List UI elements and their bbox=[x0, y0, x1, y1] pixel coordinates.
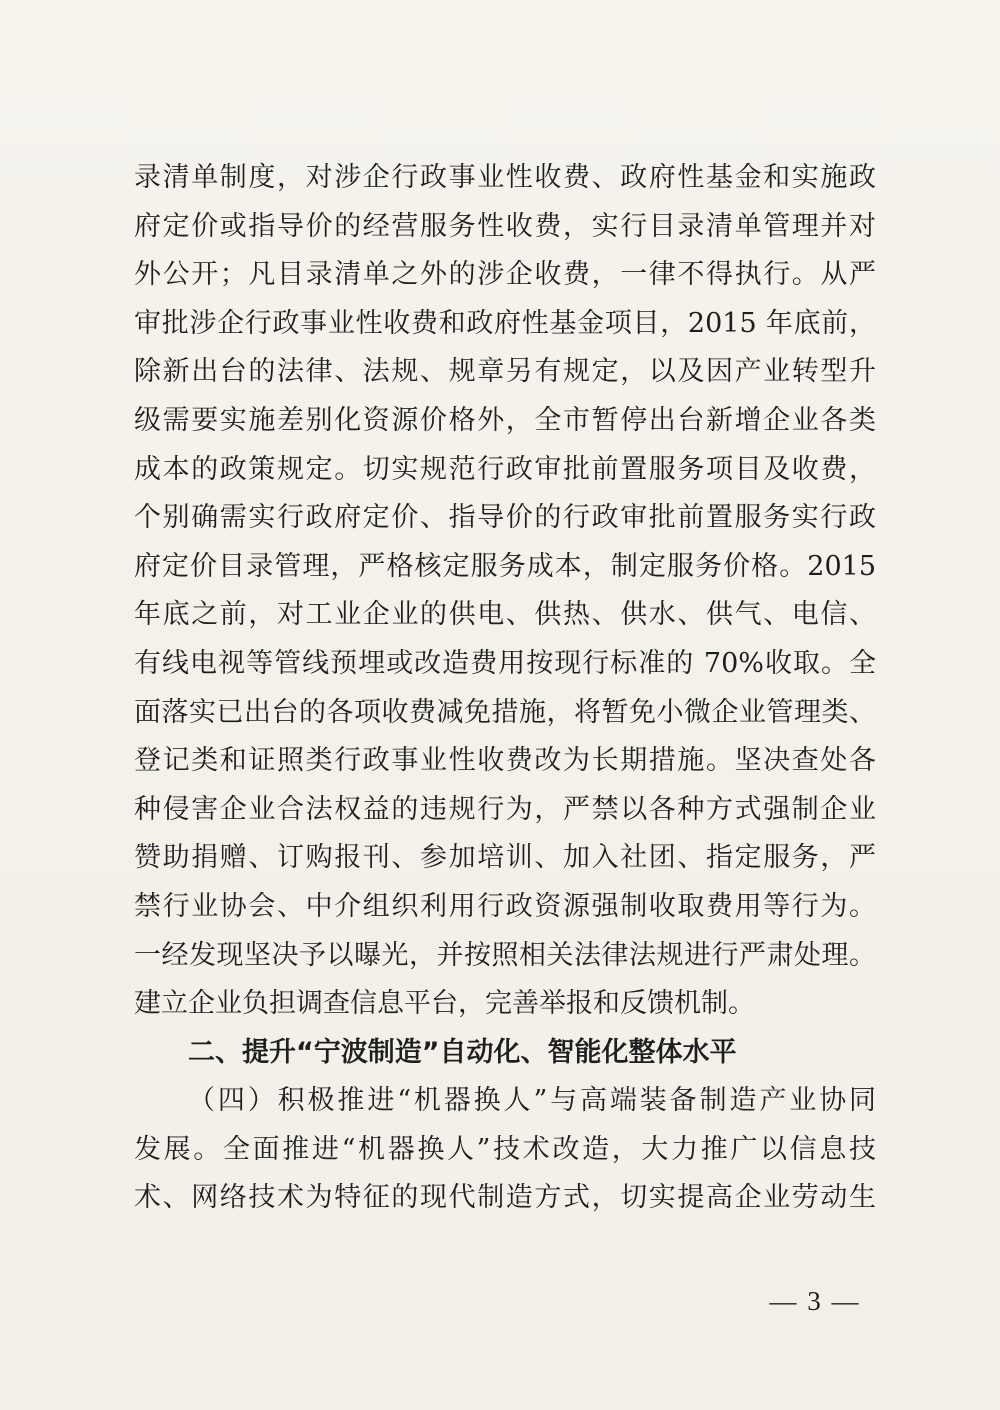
paragraph-line-2: 发展。全面推进“机器换人”技术改造，大力推广以信息技 bbox=[134, 1133, 876, 1165]
paragraph-first-line: （四）积极推进“机器换人”与高端装备制造产业协同 bbox=[188, 1085, 876, 1117]
text-line-4: 审批涉企行政事业性收费和政府性基金项目，2015 年底前， bbox=[134, 307, 876, 339]
text-line-5: 除新出台的法律、法规、规章另有规定，以及因产业转型升 bbox=[134, 356, 876, 388]
text-line-15: 赞助捐赠、订购报刊、参加培训、加入社团、指定服务，严 bbox=[134, 842, 876, 874]
text-line-13: 登记类和证照类行政事业性收费改为长期措施。坚决查处各 bbox=[134, 745, 876, 777]
text-line-6: 级需要实施差别化资源价格外，全市暂停出台新增企业各类 bbox=[134, 404, 876, 436]
text-line-8: 个别确需实行政府定价、指导价的行政审批前置服务实行政 bbox=[134, 502, 876, 534]
body-text bbox=[134, 154, 876, 1223]
text-line-10: 年底之前，对工业企业的供电、供热、供水、供气、电信、 bbox=[134, 599, 876, 631]
text-line-2: 府定价或指导价的经营服务性收费，实行目录清单管理并对 bbox=[134, 210, 876, 242]
text-line-3: 外公开；凡目录清单之外的涉企收费，一律不得执行。从严 bbox=[134, 259, 876, 291]
text-line-16: 禁行业协会、中介组织利用行政资源强制收取费用等行为。 bbox=[134, 890, 876, 922]
section-heading: 二、提升“宁波制造”自动化、智能化整体水平 bbox=[188, 1036, 737, 1068]
text-line-7: 成本的政策规定。切实规范行政审批前置服务项目及收费， bbox=[134, 453, 876, 485]
text-line-12: 面落实已出台的各项收费减免措施，将暂免小微企业管理类、 bbox=[134, 696, 876, 728]
text-line-17: 一经发现坚决予以曝光，并按照相关法律法规进行严肃处理。 bbox=[134, 939, 876, 971]
text-line-14: 种侵害企业合法权益的违规行为，严禁以各种方式强制企业 bbox=[134, 793, 876, 825]
text-line-18: 建立企业负担调查信息平台，完善举报和反馈机制。 bbox=[134, 988, 755, 1020]
text-line-11: 有线电视等管线预埋或改造费用按现行标准的 70%收取。全 bbox=[134, 647, 876, 679]
text-line-9: 府定价目录管理，严格核定服务成本，制定服务价格。2015 bbox=[134, 550, 876, 582]
paragraph-line-3: 术、网络技术为特征的现代制造方式，切实提高企业劳动生 bbox=[134, 1182, 876, 1214]
page-number: — 3 — bbox=[769, 1286, 861, 1316]
text-line-1: 录清单制度，对涉企行政事业性收费、政府性基金和实施政 bbox=[134, 162, 876, 193]
